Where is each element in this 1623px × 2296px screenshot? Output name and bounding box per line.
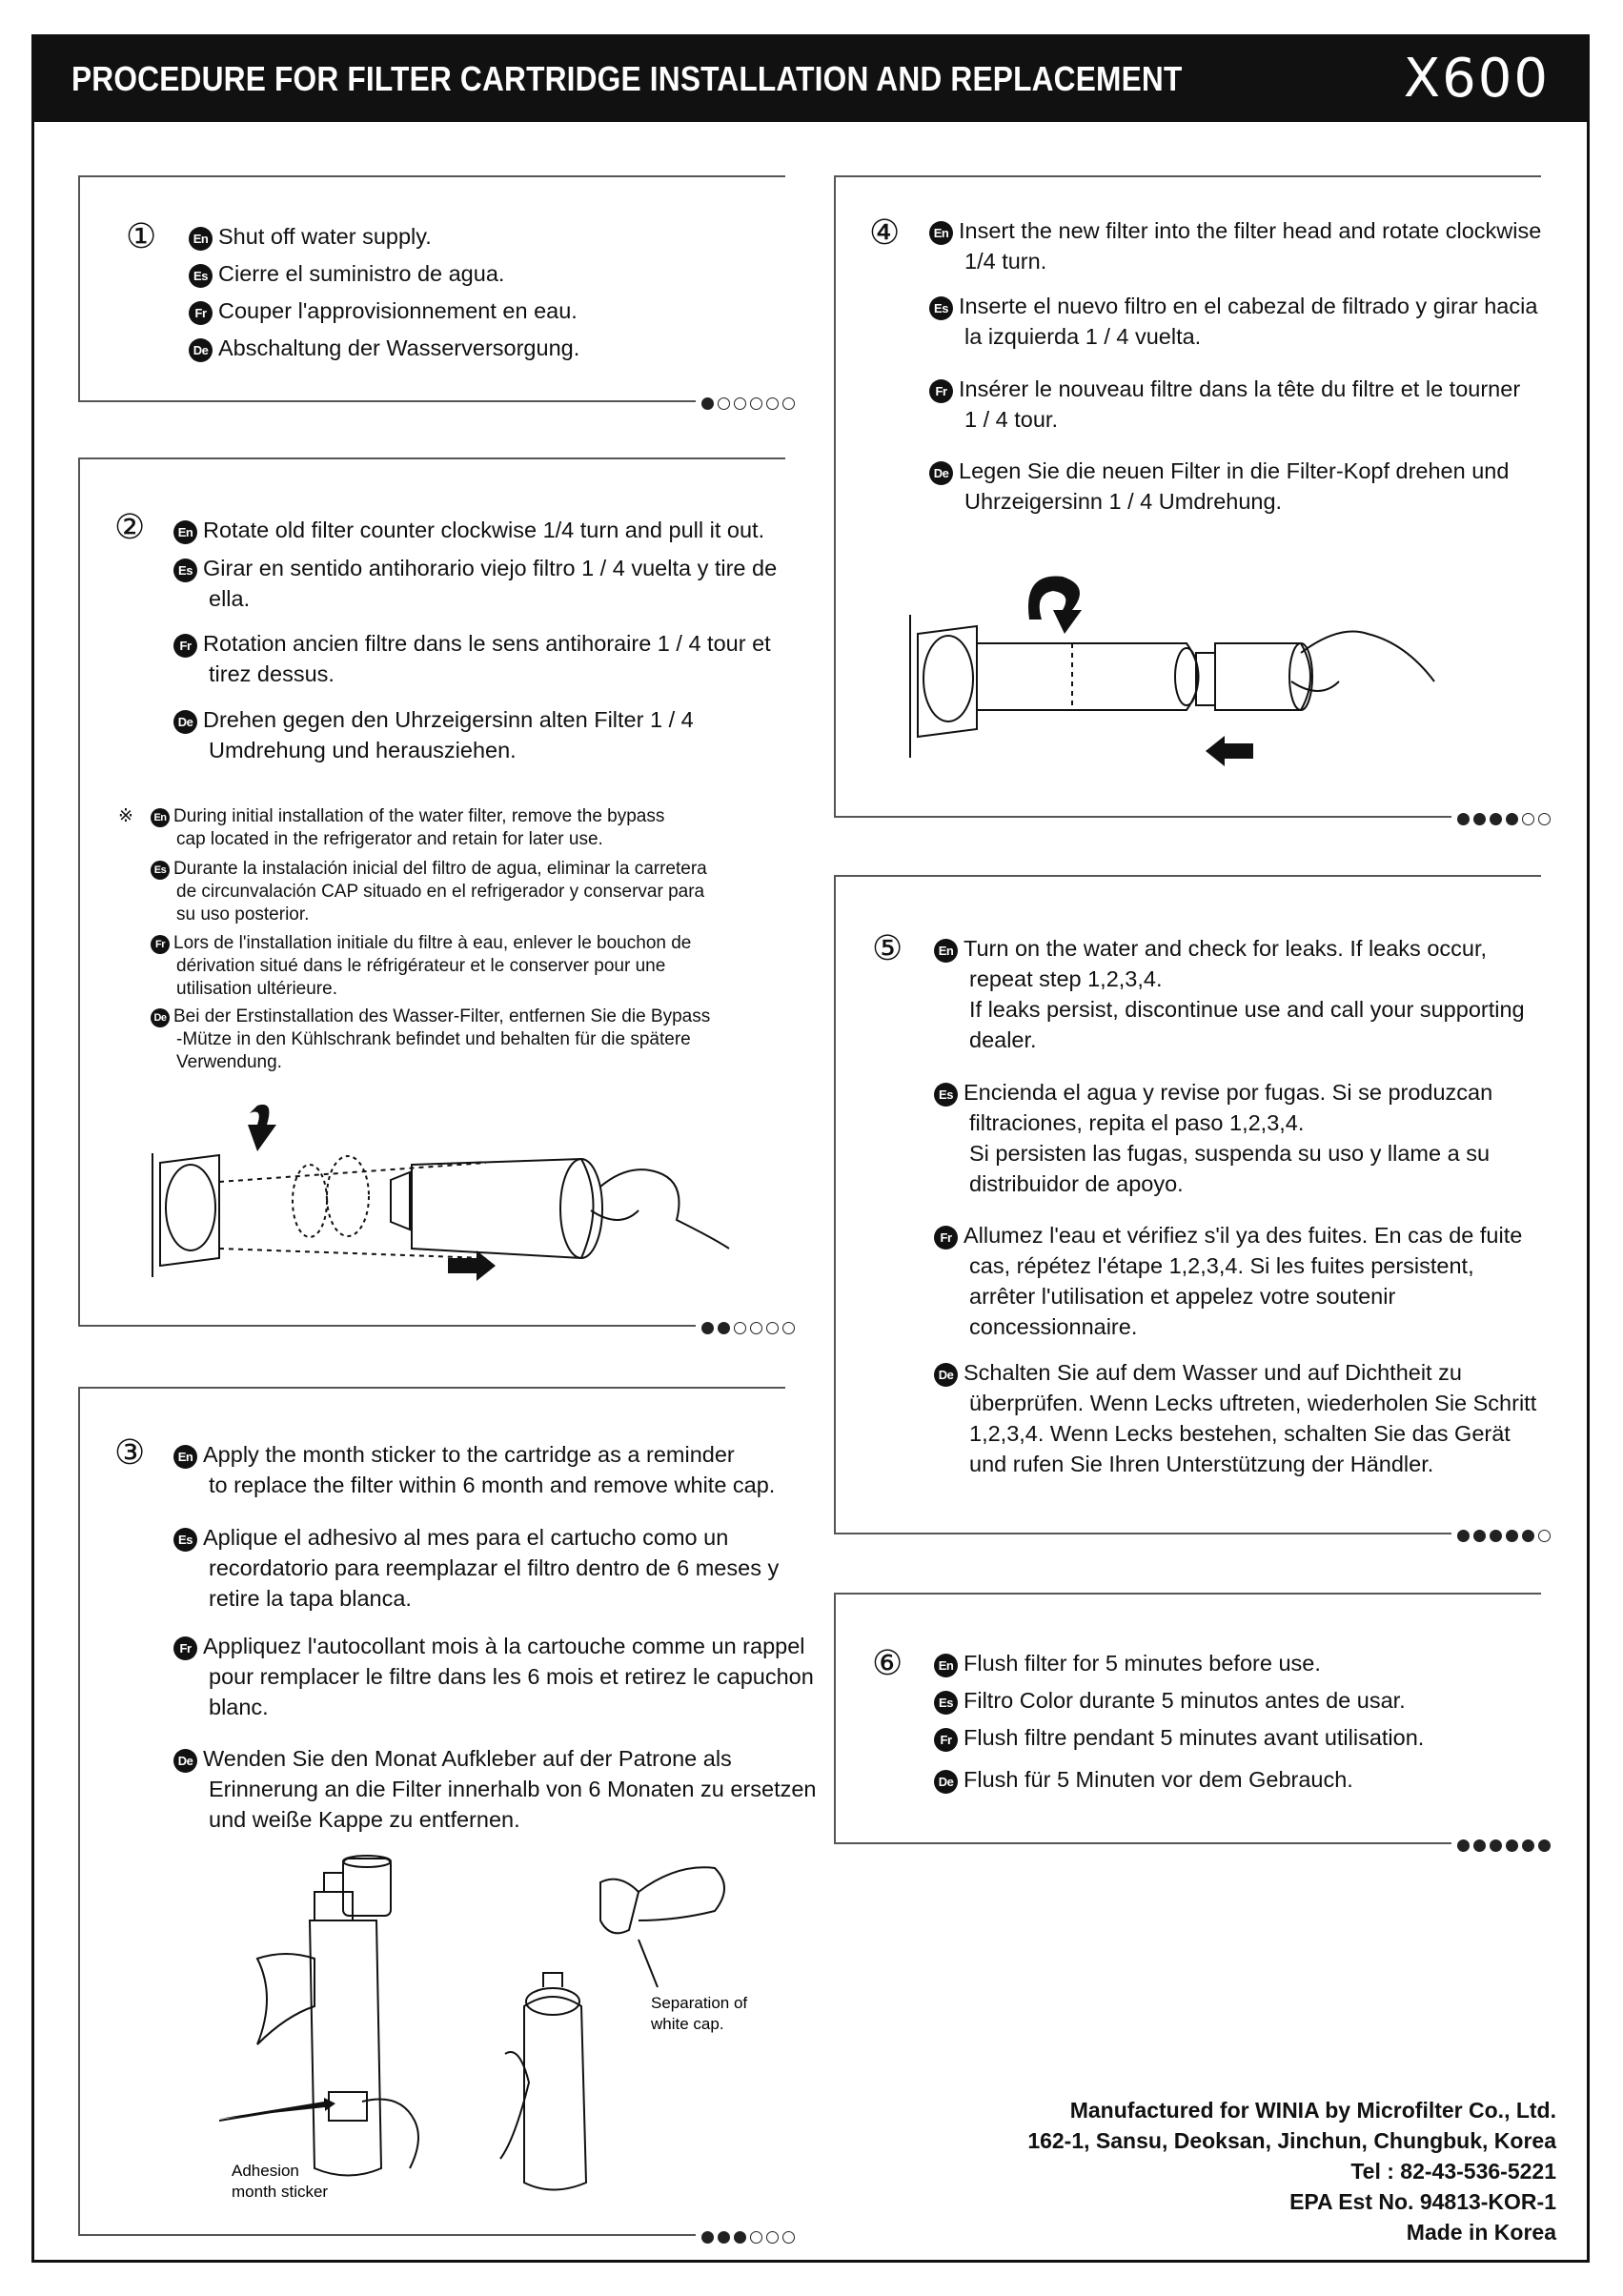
lang-de-badge: De (173, 1749, 197, 1773)
separation-label-line2: white cap. (651, 2015, 724, 2033)
note-mark: ※ (118, 806, 133, 826)
step-6-de (934, 1764, 1353, 1795)
progress-dot-empty (734, 1322, 746, 1334)
step-1-en (189, 221, 432, 252)
text: Abschaltung der Wasserversorgung. (218, 335, 580, 360)
progress-dot-filled (1506, 813, 1518, 825)
text-cont: dealer. (969, 1027, 1037, 1052)
lang-fr-badge: Fr (934, 1226, 958, 1250)
text-cont: Umdrehung und herausziehen. (209, 738, 517, 762)
note-de (151, 1006, 710, 1074)
note-en (151, 805, 664, 851)
step-progress-dots (1451, 813, 1551, 825)
step-4-de (929, 456, 1509, 517)
step-5-fr (934, 1220, 1522, 1342)
step-3-number: ③ (114, 1433, 146, 1473)
footer-line: EPA Est No. 94813-KOR-1 (1289, 2189, 1556, 2214)
progress-dot-empty (766, 1322, 779, 1334)
progress-dot-empty (782, 397, 795, 410)
text: Drehen gegen den Uhrzeigersinn alten Filter 1 / 4 (203, 707, 694, 732)
progress-dot-filled (1522, 1839, 1534, 1852)
lang-en-badge: En (934, 1654, 958, 1677)
progress-dot-filled (734, 2231, 746, 2244)
lang-es-badge: Es (189, 264, 213, 288)
progress-dot-filled (1506, 1530, 1518, 1542)
lang-fr-badge: Fr (934, 1728, 958, 1752)
lang-fr-badge: Fr (189, 301, 213, 325)
progress-dot-filled (1457, 1839, 1470, 1852)
text-cont: und rufen Sie Ihren Unterstützung der Händler. (969, 1452, 1434, 1476)
lang-de-badge: De (934, 1363, 958, 1387)
footer-line: Tel : 82-43-536-5221 (1350, 2159, 1556, 2184)
text: Schalten Sie auf dem Wasser und auf Dichtheit zu (964, 1360, 1462, 1385)
step-1-es (189, 258, 504, 289)
text-cont: arrêter l'utilisation et appelez votre soutenir (969, 1284, 1396, 1309)
lang-de-badge: De (929, 461, 953, 485)
step-4-en (929, 215, 1541, 276)
lang-es-badge: Es (934, 1083, 958, 1107)
lang-en-badge: En (173, 1445, 197, 1469)
step-progress-dots (696, 2231, 795, 2244)
note-fr (151, 932, 691, 1001)
step-4-number: ④ (869, 213, 901, 253)
progress-dot-filled (1473, 1839, 1486, 1852)
step-3-fr (173, 1631, 814, 1722)
text: Wenden Sie den Monat Aufkleber auf der Patrone als (203, 1746, 732, 1771)
step-4-fr (929, 374, 1520, 435)
step-progress-dots (696, 1322, 795, 1334)
progress-dot-empty (782, 1322, 795, 1334)
step-5-es (934, 1077, 1492, 1199)
text-cont: cas, répétez l'étape 1,2,3,4. Si les fuites persistent, (969, 1253, 1474, 1278)
lang-en-badge: En (189, 227, 213, 251)
step-5-de (934, 1357, 1536, 1479)
text-cont: utilisation ultérieure. (176, 979, 337, 999)
text: Filtro Color durante 5 minutos antes de usar. (964, 1688, 1406, 1713)
text: Flush filter for 5 minutes before use. (964, 1651, 1321, 1676)
step-2-es (173, 553, 777, 614)
progress-dot-filled (701, 2231, 714, 2244)
progress-dot-filled (1457, 813, 1470, 825)
text-cont: 1 / 4 tour. (964, 407, 1058, 432)
lang-fr-badge: Fr (151, 935, 170, 954)
progress-dot-filled (718, 2231, 730, 2244)
step-4-es (929, 291, 1537, 352)
text: Rotate old filter counter clockwise 1/4 turn and pull it out. (203, 518, 765, 542)
text-cont: la izquierda 1 / 4 vuelta. (964, 324, 1202, 349)
lang-de-badge: De (189, 338, 213, 362)
text: Rotation ancien filtre dans le sens antihoraire 1 / 4 tour et (203, 631, 771, 656)
text-cont: su uso posterior. (176, 904, 310, 924)
text: Allumez l'eau et vérifiez s'il ya des fuites. En cas de fuite (964, 1223, 1523, 1248)
note-es (151, 858, 707, 926)
text-cont: cap located in the refrigerator and retain for later use. (176, 829, 603, 849)
step-2-fr (173, 628, 771, 689)
step-1-panel (78, 175, 785, 402)
progress-dot-filled (718, 1322, 730, 1334)
text: Insert the new filter into the filter head and rotate clockwise (959, 218, 1542, 243)
text: Apply the month sticker to the cartridge as a reminder (203, 1442, 735, 1467)
adhesion-label-line2: month sticker (232, 2183, 329, 2201)
text-cont: If leaks persist, discontinue use and call your supporting (969, 997, 1525, 1022)
progress-dot-filled (1473, 1530, 1486, 1542)
text-cont: to replace the filter within 6 month and remove white cap. (209, 1473, 776, 1497)
step-6-fr (934, 1722, 1424, 1753)
text-cont: dérivation situé dans le réfrigérateur et le conserver pour une (176, 956, 666, 976)
text-cont: überprüfen. Wenn Lecks uftreten, wiederholen Sie Schritt (969, 1391, 1537, 1415)
progress-dot-empty (1522, 813, 1534, 825)
text: Legen Sie die neuen Filter in die Filter-Kopf drehen und (959, 458, 1510, 483)
text: Flush für 5 Minuten vor dem Gebrauch. (964, 1767, 1353, 1792)
progress-dot-filled (1490, 1839, 1502, 1852)
progress-dot-filled (701, 397, 714, 410)
text: Insérer le nouveau filtre dans la tête du filtre et le tourner (959, 376, 1521, 401)
step-1-de (189, 333, 579, 363)
footer-line: Made in Korea (1406, 2220, 1556, 2245)
text-cont: blanc. (209, 1695, 269, 1719)
model-name: X600 (1403, 48, 1550, 110)
step-5-number: ⑤ (872, 929, 903, 968)
progress-dot-filled (1490, 813, 1502, 825)
step-6-number: ⑥ (872, 1644, 903, 1683)
progress-dot-empty (750, 2231, 762, 2244)
progress-dot-empty (766, 2231, 779, 2244)
step-3-en (173, 1439, 775, 1500)
step-6-es (934, 1685, 1406, 1716)
text: Lors de l'installation initiale du filtre à eau, enlever le bouchon de (173, 933, 692, 953)
step-progress-dots (1451, 1839, 1551, 1852)
text-cont: filtraciones, repita el paso 1,2,3,4. (969, 1110, 1305, 1135)
step-6-en (934, 1648, 1321, 1678)
progress-dot-empty (734, 397, 746, 410)
text-cont: distribuidor de apoyo. (969, 1171, 1184, 1196)
lang-es-badge: Es (934, 1691, 958, 1715)
insert-filter-illustration (901, 567, 1472, 777)
text-cont: tirez dessus. (209, 661, 335, 686)
footer-line: 162-1, Sansu, Deoksan, Jinchun, Chungbuk, Korea (1027, 2128, 1556, 2153)
step-3-es (173, 1522, 779, 1614)
step-6-panel (834, 1593, 1541, 1844)
progress-dot-empty (750, 397, 762, 410)
text-cont: Erinnerung an die Filter innerhalb von 6 Monaten zu ersetzen (209, 1777, 817, 1801)
progress-dot-empty (718, 397, 730, 410)
step-3-de (173, 1743, 817, 1835)
text: Inserte el nuevo filtro en el cabezal de filtrado y girar hacia (959, 294, 1538, 318)
text-cont: 1/4 turn. (964, 249, 1047, 274)
text: Bei der Erstinstallation des Wasser-Filter, entfernen Sie die Bypass (173, 1006, 711, 1026)
text-cont: de circunvalación CAP situado en el refrigerador y conservar para (176, 882, 705, 902)
separation-label-line1: Separation of (651, 1994, 748, 2012)
step-1-fr (189, 295, 578, 326)
page-title: PROCEDURE FOR FILTER CARTRIDGE INSTALLATION AND REPLACEMENT (71, 59, 1183, 98)
text-cont: retire la tapa blanca. (209, 1586, 412, 1611)
footer-line: Manufactured for WINIA by Microfilter Co., Ltd. (1069, 2098, 1556, 2123)
adhesion-label-line1: Adhesion (232, 2162, 299, 2180)
text: Shut off water supply. (218, 224, 432, 249)
step-progress-dots (696, 397, 795, 410)
progress-dot-empty (766, 397, 779, 410)
progress-dot-empty (782, 2231, 795, 2244)
text: Turn on the water and check for leaks. If leaks occur, (964, 936, 1488, 961)
lang-en-badge: En (929, 221, 953, 245)
step-2-number: ② (114, 508, 146, 547)
lang-de-badge: De (173, 710, 197, 734)
manufacturer-info (1027, 2095, 1556, 2247)
step-2-de (173, 704, 694, 765)
text-cont: ella. (209, 586, 251, 611)
text-cont: repeat step 1,2,3,4. (969, 966, 1163, 991)
remove-filter-illustration (143, 1096, 734, 1296)
step-progress-dots (1451, 1530, 1551, 1542)
text-cont: Verwendung. (176, 1052, 282, 1072)
lang-es-badge: Es (929, 296, 953, 320)
sticker-cap-illustration (219, 1854, 753, 2216)
text-cont: concessionnaire. (969, 1314, 1138, 1339)
step-5-en (934, 933, 1525, 1055)
page-header (31, 34, 1590, 122)
text: Cierre el suministro de agua. (218, 261, 505, 286)
progress-dot-filled (1457, 1530, 1470, 1542)
text-cont: -Mütze in den Kühlschrank befindet und behalten für die spätere (176, 1029, 691, 1049)
progress-dot-filled (1490, 1530, 1502, 1542)
text: Girar en sentido antihorario viejo filtro 1 / 4 vuelta y tire de (203, 556, 778, 580)
lang-de-badge: De (934, 1770, 958, 1794)
progress-dot-filled (1506, 1839, 1518, 1852)
lang-en-badge: En (173, 520, 197, 544)
lang-de-badge: De (151, 1008, 170, 1027)
text: Flush filtre pendant 5 minutes avant utilisation. (964, 1725, 1425, 1750)
text: Couper l'approvisionnement en eau. (218, 298, 578, 323)
lang-fr-badge: Fr (173, 1636, 197, 1660)
step-1-number: ① (126, 217, 157, 256)
text-cont: und weiße Kappe zu entfernen. (209, 1807, 520, 1832)
lang-es-badge: Es (173, 1528, 197, 1552)
progress-dot-filled (1538, 1839, 1551, 1852)
progress-dot-filled (1522, 1530, 1534, 1542)
lang-es-badge: Es (151, 861, 170, 880)
lang-es-badge: Es (173, 559, 197, 582)
progress-dot-filled (1473, 813, 1486, 825)
text-cont: 1,2,3,4. Wenn Lecks bestehen, schalten Sie das Gerät (969, 1421, 1511, 1446)
text-cont: recordatorio para reemplazar el filtro dentro de 6 meses y (209, 1555, 780, 1580)
text-cont: pour remplacer le filtre dans les 6 mois et retirez le capuchon (209, 1664, 814, 1689)
lang-en-badge: En (151, 808, 170, 827)
text: Appliquez l'autocollant mois à la cartouche comme un rappel (203, 1634, 805, 1658)
step-2-en (173, 515, 764, 545)
progress-dot-filled (701, 1322, 714, 1334)
text-cont: Uhrzeigersinn 1 / 4 Umdrehung. (964, 489, 1283, 514)
text: Encienda el agua y revise por fugas. Si se produzcan (964, 1080, 1493, 1105)
lang-fr-badge: Fr (173, 634, 197, 658)
lang-fr-badge: Fr (929, 379, 953, 403)
progress-dot-empty (1538, 1530, 1551, 1542)
progress-dot-empty (750, 1322, 762, 1334)
text: During initial installation of the water filter, remove the bypass (173, 806, 665, 826)
text: Durante la instalación inicial del filtro de agua, eliminar la carretera (173, 859, 707, 879)
lang-en-badge: En (934, 939, 958, 963)
text: Aplique el adhesivo al mes para el cartucho como un (203, 1525, 729, 1550)
text-cont: Si persisten las fugas, suspenda su uso y llame a su (969, 1141, 1491, 1166)
progress-dot-empty (1538, 813, 1551, 825)
